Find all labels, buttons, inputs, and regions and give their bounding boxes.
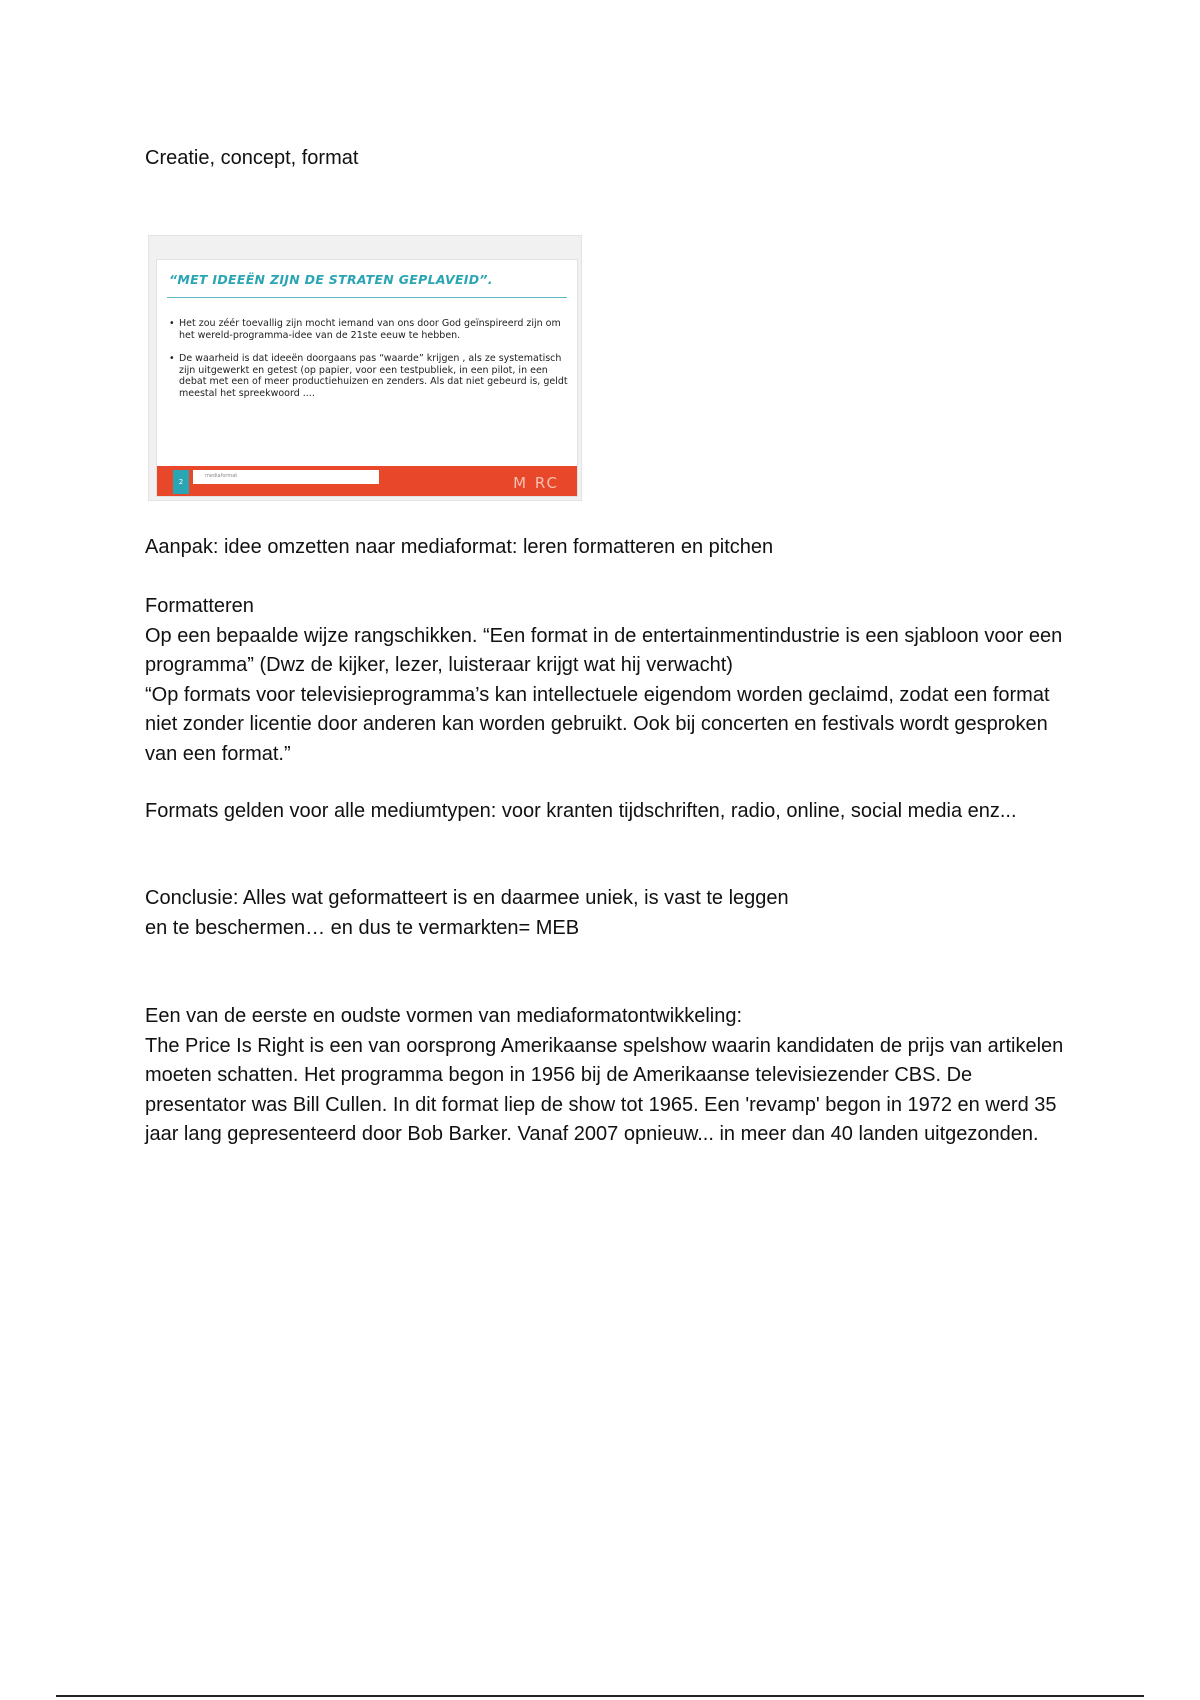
paragraph-formatteren: Formatteren Op een bepaalde wijze rangschikken. “Een format in de entertainmentindustrie is een sjabloon voor een programma” (Dwz de kijker, lezer, luisteraar krijgt wat hij verwacht) “Op formats voor televisieprogramma’s kan intellectuele eigendom worden geclaimd, zodat een format niet zonder licentie door anderen kan worden gebruikt. Ook bij concerten en festivals wordt gesproken van een format.” [145,595,1063,765]
paragraph-conclusie: Conclusie: Alles wat geformatteert is en daarmee uniek, is vast te leggen en te beschermen… en dus te vermarkten= MEB [145,887,789,939]
slide-number: 2 [173,470,189,494]
paragraph-aanpak: Aanpak: idee omzetten naar mediaformat: leren formatteren en pitchen [145,536,774,558]
slide-bullet: • De waarheid is dat ideeën doorgaans pas “waarde” krijgen , als ze systematisch zijn uitgewerkt en getest (op papier, voor een testpubliek, in een pilot, in een debat met een of meer productiehuizen en zenders. Als dat niet gebeurd is, geldt meestal het spreekwoord .... [169,353,569,399]
slide [156,259,578,497]
slide-bullet: • Het zou zéér toevallig zijn mocht iemand van ons door God geïnspireerd zijn om het wereld-programma-idee van de 21ste eeuw te hebben. [169,318,569,341]
paragraph-price-is-right: Een van de eerste en oudste vormen van mediaformatontwikkeling: The Price Is Right is een van oorsprong Amerikaanse spelshow waarin kandidaten de prijs van artikelen moeten schatten. Het programma begon in 1956 bij de Amerikaanse televisiezender CBS. De presentator was Bill Cullen. In dit format liep de show tot 1965. Een 'revamp' begon in 1972 en werd 35 jaar lang gepresenteerd door Bob Barker. Vanaf 2007 opnieuw... in meer dan 40 landen uitgezonden. [145,1005,1064,1145]
slide-thumbnail [148,235,582,501]
document-title: Creatie, concept, format [145,147,359,169]
slide-title: “MET IDEEËN ZIJN DE STRATEN GEPLAVEID”. [169,272,493,287]
paragraph-formats: Formats gelden voor alle mediumtypen: voor kranten tijdschriften, radio, online, social media enz... [145,800,1017,822]
slide-footer-text: mediaformat [205,473,238,479]
slide-divider [167,297,567,298]
slide-footer [157,466,577,496]
slide-logo: M RC [513,474,559,492]
slide-bullet-list [169,318,569,411]
page-bottom-rule [56,1695,1144,1697]
